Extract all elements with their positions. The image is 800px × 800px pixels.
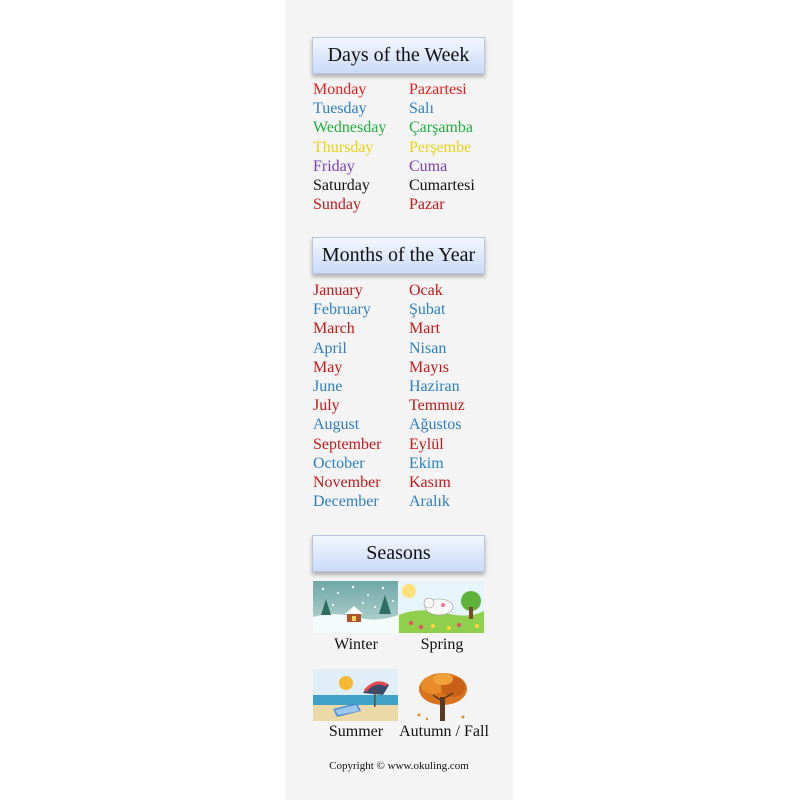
day-en: Saturday xyxy=(313,176,370,194)
summer-scene-icon xyxy=(313,669,398,721)
months-section-header xyxy=(312,237,485,274)
day-en: Sunday xyxy=(313,196,361,214)
month-tr: Şubat xyxy=(409,301,446,319)
winter-scene-icon xyxy=(313,581,398,633)
month-en: December xyxy=(313,493,379,511)
seasons-section-title: Seasons xyxy=(366,542,431,564)
day-tr: Perşembe xyxy=(409,138,472,156)
month-en: January xyxy=(313,282,363,299)
day-en: Friday xyxy=(313,157,355,175)
month-en: April xyxy=(313,339,347,357)
day-tr: Salı xyxy=(409,100,434,118)
season-label-summer: Summer xyxy=(328,723,384,740)
month-tr: Ocak xyxy=(409,282,443,299)
season-label-spring: Spring xyxy=(420,636,464,653)
month-tr: Kasım xyxy=(409,473,451,491)
season-label-autumn: Autumn / Fall xyxy=(399,723,489,740)
month-en: July xyxy=(313,397,340,415)
copyright-text: Copyright © www.okuling.com xyxy=(329,760,469,772)
month-en: September xyxy=(313,435,382,453)
day-tr: Cumartesi xyxy=(409,176,475,194)
autumn-tree-icon xyxy=(399,669,484,721)
month-tr: Ekim xyxy=(409,454,444,472)
month-tr: Ağustos xyxy=(409,416,462,434)
month-en: August xyxy=(313,416,360,434)
day-en: Monday xyxy=(313,81,367,98)
month-en: November xyxy=(313,473,381,491)
month-en: June xyxy=(313,377,343,395)
day-tr: Çarşamba xyxy=(409,119,473,137)
day-en: Thursday xyxy=(313,138,374,156)
days-section-header xyxy=(312,37,485,74)
month-tr: Temmuz xyxy=(409,397,465,415)
month-tr: Haziran xyxy=(409,377,460,395)
month-tr: Mayıs xyxy=(409,358,449,376)
day-en: Tuesday xyxy=(313,100,367,118)
month-tr: Nisan xyxy=(409,339,447,357)
month-en: February xyxy=(313,301,371,319)
seasons-section-header xyxy=(312,535,485,572)
spring-scene-icon xyxy=(399,581,484,633)
season-label-winter: Winter xyxy=(334,636,378,653)
day-tr: Pazartesi xyxy=(409,81,467,98)
days-section-title: Days of the Week xyxy=(327,44,470,66)
month-tr: Eylül xyxy=(409,435,444,453)
day-en: Wednesday xyxy=(313,119,387,137)
month-tr: Aralık xyxy=(409,493,450,511)
month-en: October xyxy=(313,454,365,472)
day-tr: Cuma xyxy=(409,157,448,175)
months-section-title: Months of the Year xyxy=(321,244,476,266)
month-tr: Mart xyxy=(409,320,441,338)
month-en: May xyxy=(313,358,343,376)
month-en: March xyxy=(313,320,355,338)
day-tr: Pazar xyxy=(409,196,445,214)
